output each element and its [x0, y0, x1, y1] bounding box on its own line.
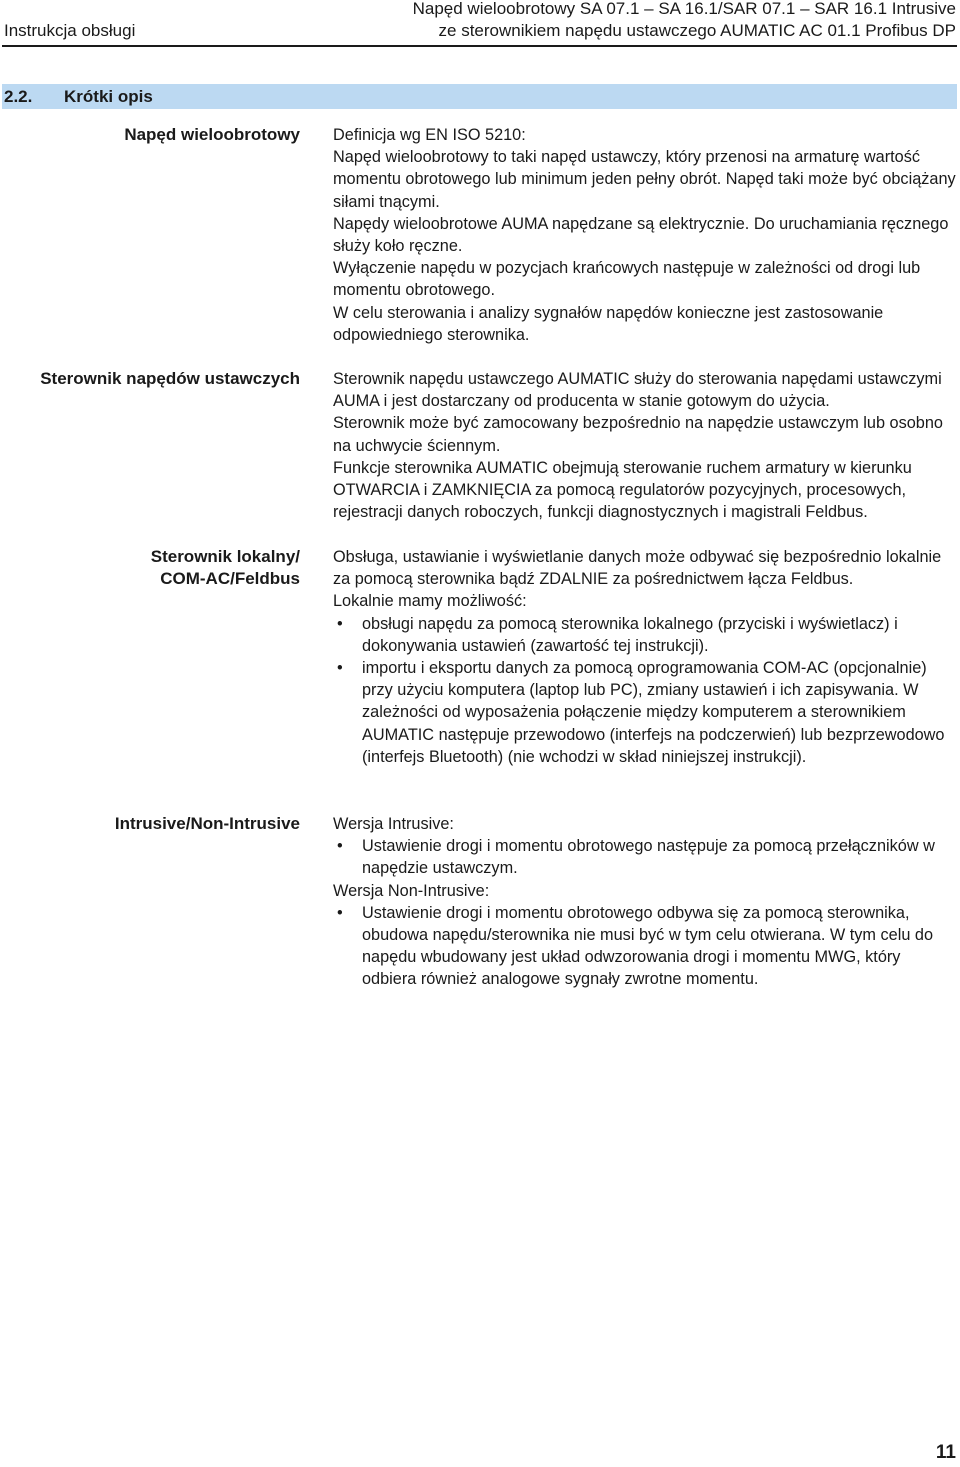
header-product-line-2: ze sterownikiem napędu ustawczego AUMATIC AC 01.1 Profibus DP: [438, 21, 956, 40]
list-item: [333, 657, 957, 768]
definition-term-line-2: COM-AC/Feldbus: [160, 569, 300, 589]
section-number: 2.2.: [4, 87, 33, 106]
bullet-dot-icon: •: [337, 837, 343, 856]
version-label-non-intrusive: Wersja Non-Intrusive:: [333, 881, 490, 900]
header-divider: [2, 45, 957, 47]
definition-content: [333, 124, 957, 346]
definition-content: [333, 546, 957, 768]
page-number: 11: [935, 1442, 956, 1463]
definition-paragraph: Definicja wg EN ISO 5210:: [333, 126, 526, 144]
definition-paragraph: Sterownik może być zamocowany bezpośrednio na napędzie ustawczym lub osobno na uchwycie ściennym.: [333, 414, 943, 455]
definition-paragraph: Lokalnie mamy możliwość:: [333, 592, 527, 611]
definition-content: [333, 813, 957, 991]
definition-paragraph: Obsługa, ustawianie i wyświetlanie danych może odbywać się bezpośrednio lokalnie za pomocą sterownika bądź ZDALNIE za pośrednictwem łącza Feldbus.: [333, 548, 942, 589]
bullet-dot-icon: •: [337, 614, 343, 633]
header-product-title: [413, 0, 956, 42]
definition-term-line-1: Sterownik lokalny/: [150, 547, 300, 566]
definition-paragraph: Napędy wieloobrotowe AUMA napędzane są elektrycznie. Do uruchamiania ręcznego służy koło ręczne.: [333, 214, 949, 256]
list-item: [333, 902, 957, 991]
definition-paragraph: Wyłączenie napędu w pozycjach krańcowych następuje w zależności od drogi lub momentu obrotowego.: [333, 259, 921, 300]
list-item-text: obsługi napędu za pomocą sterownika lokalnego (przyciski i wyświetlacz) i dokonywania ustawień (zawartość tej instrukcji).: [362, 614, 898, 655]
bullet-list: [333, 613, 957, 768]
definition-term: [0, 546, 300, 590]
bullet-list: [333, 835, 957, 879]
definition-paragraph: Napęd wieloobrotowy to taki napęd ustawczy, który przenosi na armaturę wartość momentu obrotowego lub minimum jeden pełny obrót. Napęd taki może być obciążany siłami tnącymi.: [333, 148, 956, 211]
list-item: [333, 613, 957, 657]
definition-paragraph: W celu sterowania i analizy sygnałów napędów konieczne jest zastosowanie odpowiedniego sterownika.: [333, 303, 884, 344]
list-item-text: Ustawienie drogi i momentu obrotowego następuje za pomocą przełączników w napędzie ustawczym.: [362, 837, 935, 878]
bullet-list: [333, 902, 957, 991]
section-heading-bar: [2, 84, 957, 109]
definition-content: [333, 368, 957, 523]
bullet-dot-icon: •: [337, 903, 343, 922]
header-manual-title: Instrukcja obsługi: [4, 21, 136, 40]
section-title: Krótki opis: [64, 87, 153, 106]
definition-term: Sterownik napędów ustawczych: [40, 369, 300, 388]
header-product-line-1: Napęd wieloobrotowy SA 07.1 – SA 16.1/SAR 07.1 – SAR 16.1 Intrusive: [412, 0, 956, 18]
definition-paragraph: Sterownik napędu ustawczego AUMATIC służy do sterowania napędami ustawczymi AUMA i jest dostarczany od producenta w stanie gotowym do użycia.: [333, 370, 942, 411]
version-label-intrusive: Wersja Intrusive:: [333, 815, 454, 833]
list-item: [333, 835, 957, 879]
definition-term: Napęd wieloobrotowy: [124, 125, 300, 144]
list-item-text: Ustawienie drogi i momentu obrotowego odbywa się za pomocą sterownika, obudowa napędu/sterownika nie musi być w tym celu otwierana. W tym celu do napędu wbudowany jest układ odwzorowania drogi i momentu MWG, który odbiera również analogowe sygnały zwrotne momentu.: [362, 903, 934, 989]
list-item-text: importu i eksportu danych za pomocą oprogramowania COM-AC (opcjonalnie) przy użyciu komputera (laptop lub PC), zmiany ustawień i ich zapisywania. W zależności od wyposażenia połączenie między komputerem a sterownikiem AUMATIC następuje przewodowo (interfejs na podczerwień) lub bezprzewodowo (interfejs Bluetooth) (nie wchodzi w skład niniejszej instrukcji).: [362, 659, 945, 766]
definition-paragraph: Funkcje sterownika AUMATIC obejmują sterowanie ruchem armatury w kierunku OTWARCIA i ZAMKNIĘCIA za pomocą regulatorów pozycyjnych, procesowych, rejestracji danych roboczych, funkcji diagnostycznych i magistrali Feldbus.: [333, 458, 912, 522]
bullet-dot-icon: •: [337, 659, 343, 678]
definition-term: Intrusive/Non-Intrusive: [114, 814, 300, 833]
